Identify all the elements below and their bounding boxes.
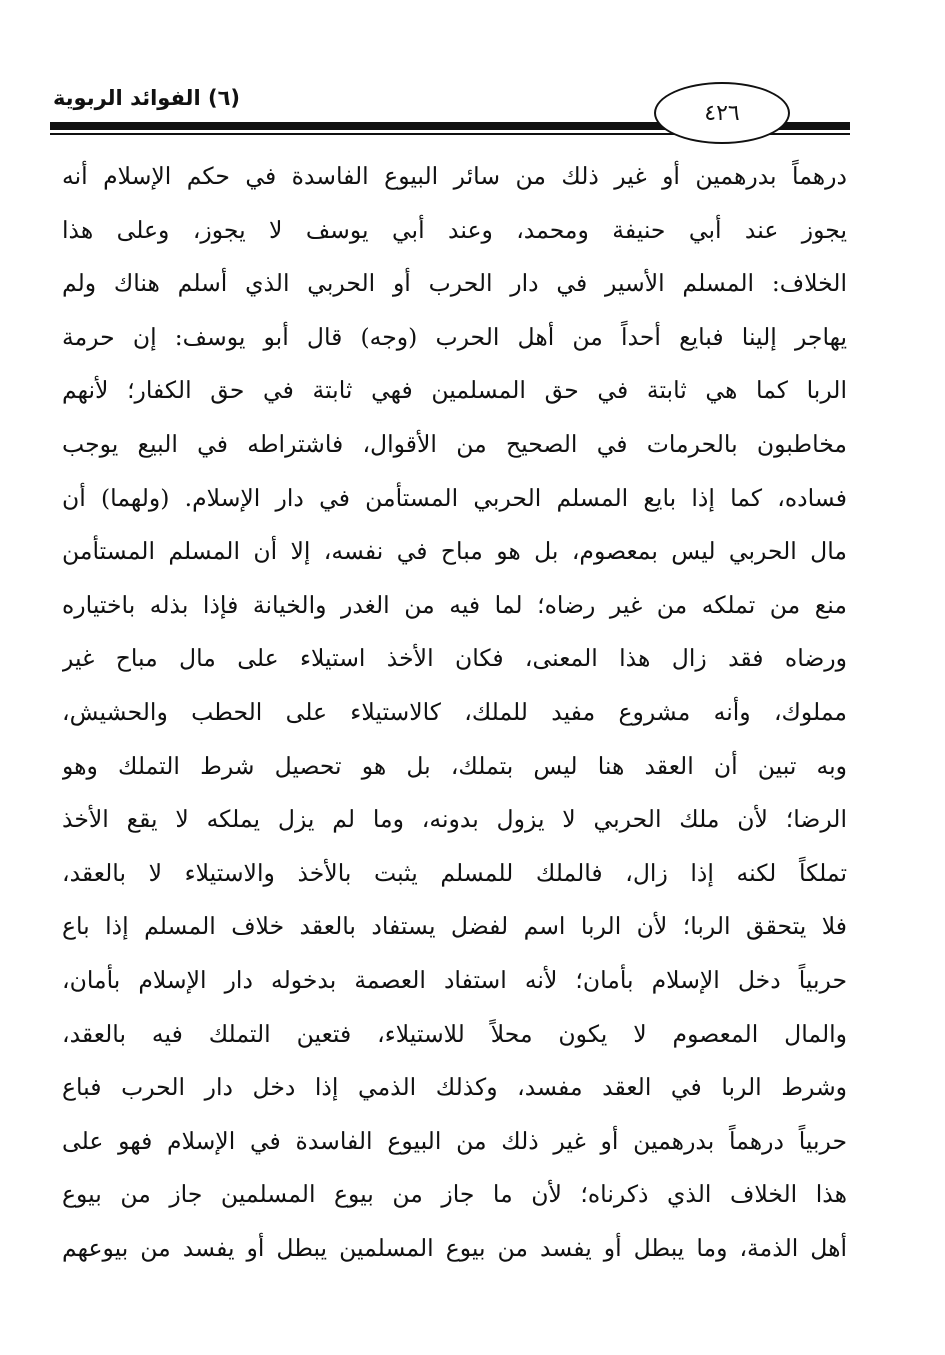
text-line: منع من تملكه من غير رضاه؛ لما فيه من الغدر والخيانة فإذا بذله باختياره xyxy=(62,590,847,619)
text-line: حربياً درهماً بدرهمين أو غير ذلك من البيوع الفاسدة في الإسلام فهو على xyxy=(62,1126,847,1155)
text-line: حربياً دخل الإسلام بأمان؛ لأنه استفاد العصمة بدخوله دار الإسلام بأمان، xyxy=(62,965,847,994)
text-line: وشرط الربا في العقد مفسد، وكذلك الذمي إذا دخل دار الحرب فباع xyxy=(62,1073,847,1102)
text-line: فساده، كما إذا بايع المسلم الحربي المستأمن في دار الإسلام. (ولهما) أن xyxy=(62,483,847,512)
text-line: درهماً بدرهمين أو غير ذلك من سائر البيوع الفاسدة في حكم الإسلام أنه xyxy=(62,162,847,190)
text-line: هذا الخلاف الذي ذكرناه؛ لأن ما جاز من بيوع المسلمين جاز من بيوع xyxy=(62,1180,847,1209)
page-number: ٤٢٦ xyxy=(704,100,740,126)
body-text xyxy=(62,150,847,1275)
text-line: يهاجر إلينا فبايع أحداً من أهل الحرب (وجه) قال أبو يوسف: إن حرمة xyxy=(62,322,847,351)
page-number-badge xyxy=(654,82,790,144)
text-line: والمال المعصوم لا يكون محلاً للاستيلاء، فتعين التملك فيه بالعقد، xyxy=(62,1019,847,1048)
text-line: الربا كما هي ثابتة في حق المسلمين فهي ثابتة في حق الكفار؛ لأنهم xyxy=(62,376,847,405)
text-line: أهل الذمة، وما يبطل أو يفسد من بيوع المسلمين يبطل أو يفسد من بيوعهم xyxy=(62,1233,847,1262)
text-line: تملكاً لكنه إذا زال، فالملك للمسلم يثبت بالأخذ والاستيلاء لا بالعقد، xyxy=(62,858,847,887)
text-line: يجوز عند أبي حنيفة ومحمد، وعند أبي يوسف لا يجوز، وعلى هذا xyxy=(62,215,847,244)
text-line: مال الحربي ليس بمعصوم، بل هو مباح في نفسه، إلا أن المسلم المستأمن xyxy=(62,537,847,566)
text-line: ورضاه فقد زال هذا المعنى، فكان الأخذ استيلاء على مال مباح غير xyxy=(62,644,847,673)
page-header xyxy=(0,0,945,160)
text-line: مخاطبون بالحرمات في الصحيح من الأقوال، فاشتراطه في البيع يوجب xyxy=(62,429,847,458)
text-line: الخلاف: المسلم الأسير في دار الحرب أو الحربي الذي أسلم هناك ولم xyxy=(62,269,847,298)
running-title: (٦) الفوائد الربوية xyxy=(52,86,240,110)
text-line: وبه تبين أن العقد هنا ليس بتملك، بل هو تحصيل شرط التملك وهو xyxy=(62,751,847,780)
text-line: الرضا؛ لأن ملك الحربي لا يزول بدونه، وما لم يزل يملكه لا يقع الأخذ xyxy=(62,805,847,834)
text-line: مملوك، وأنه مشروع مفيد للملك، كالاستيلاء على الحطب والحشيش، xyxy=(62,697,847,726)
text-line: فلا يتحقق الربا؛ لأن الربا اسم لفضل يستفاد بالعقد خلاف المسلم إذا باع xyxy=(62,912,847,941)
